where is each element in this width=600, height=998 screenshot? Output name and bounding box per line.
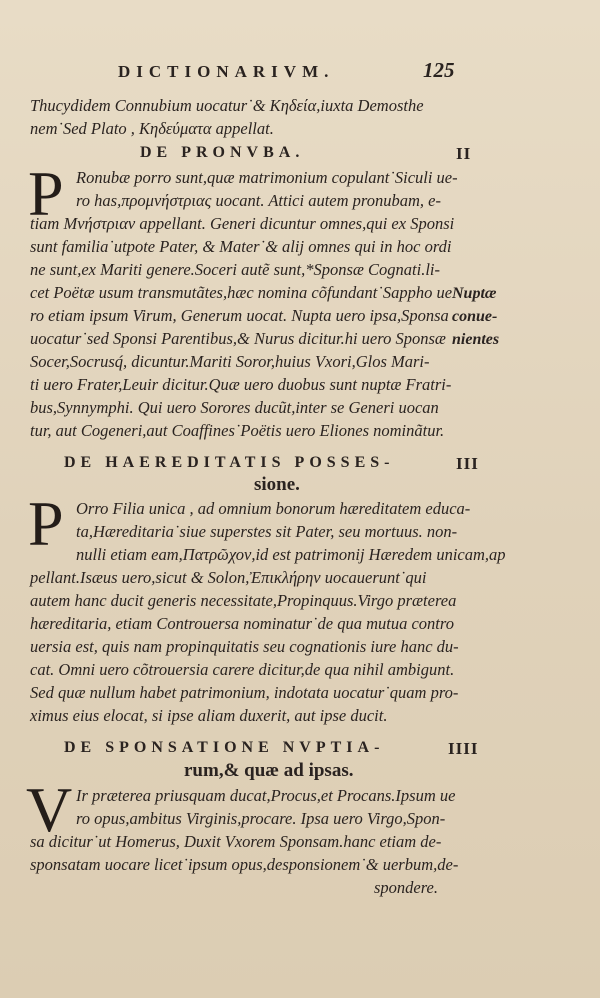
intro-paragraph <box>30 94 460 140</box>
text-line: cet Poëtæ usum transmutãtes,hæc nomina cõfundant˙Sappho ue <box>30 283 453 302</box>
section-body-pronuba <box>30 166 460 442</box>
text-line: ne sunt,ex Mariti genere.Soceri autẽ sunt,*Sponsæ Cognati.li- <box>30 260 441 279</box>
text-line: bus,Synnymphi. Qui uero Sorores ducũt,inter se Generi uocan <box>30 398 439 417</box>
text-line: Thucydidem Connubium uocatur˙& Κηδεία,iuxta Demosthe <box>30 96 424 115</box>
text-line: ro opus,ambitus Virginis,procare. Ipsa uero Virgo,Spon- <box>76 809 446 828</box>
section-number: III <box>456 454 479 473</box>
margin-note-line: conue- <box>452 308 498 325</box>
text-line: hæreditaria, etiam Controuersa nominatur˙de qua mutua contro <box>30 614 454 633</box>
page-number: 125 <box>423 58 455 82</box>
text-line: tur, aut Cogeneri,aut Coaffines˙Poëtis uero Eliones nominãtur. <box>30 421 445 440</box>
text-line: uersia est, quis nam propinquitatis seu cognationis iure hanc du- <box>30 637 459 656</box>
section-number: IIII <box>448 739 479 758</box>
text-line: sa dicitur˙ut Homerus, Duxit Vxorem Sponsam.hanc etiam de- <box>30 832 442 851</box>
section-title-continued: sione. <box>254 474 300 495</box>
text-line: ti uero Frater,Leuir dicitur.Quæ uero duobus sunt nuptæ Fratri- <box>30 375 452 394</box>
text-line: Ir præterea priusquam ducat,Procus,et Procans.Ipsum ue <box>76 786 456 805</box>
text-line: tiam Μνήστριαν appellant. Generi dicuntur omnes,qui ex Sponsi <box>30 214 455 233</box>
text-line: ta,Hæreditaria˙siue superstes sit Pater, seu mortuus. non- <box>76 522 458 541</box>
section-title: DE PRONVBA. <box>140 144 305 161</box>
text-line: uocatur˙sed Sponsi Parentibus,& Nurus dicitur.hi uero Sponsæ <box>30 329 446 348</box>
drop-cap: P <box>28 158 64 229</box>
section-title: DE HAEREDITATIS POSSES- <box>64 454 395 471</box>
text-line: cat. Omni uero cõtrouersia carere dicitur,de qua nihil ambigunt. <box>30 660 455 679</box>
section-title: DE SPONSATIONE NVPTIA- <box>64 739 385 756</box>
text-line: autem hanc ducit generis necessitate,Propinquus.Virgo præterea <box>30 591 457 610</box>
text-line: ro has,προμνήστριας uocant. Attici autem pronubam, e- <box>76 191 441 210</box>
text-line: pellant.Isæus uero,sicut & Solon,Ἐπικλήρην uocauerunt˙qui <box>30 568 427 587</box>
text-line: Socer,Socrusq́, dicuntur.Mariti Soror,huius Vxori,Glos Mari- <box>30 352 430 371</box>
section-number: II <box>456 144 472 163</box>
running-title: DICTIONARIVM. <box>118 62 335 81</box>
margin-note <box>452 282 499 351</box>
margin-note-line: nientes <box>452 331 500 348</box>
margin-note-line: Nuptæ <box>452 285 497 302</box>
page-header <box>0 60 600 88</box>
drop-cap: P <box>28 488 64 559</box>
section-title-continued: rum,& quæ ad ipsas. <box>184 760 354 781</box>
text-line: ximus eius elocat, si ipse aliam duxerit, aut ipse ducit. <box>30 706 388 725</box>
text-line: spondere. <box>374 878 439 897</box>
text-line: sponsatam uocare licet˙ipsum opus,desponsionem˙& uerbum,de- <box>30 855 459 874</box>
text-line: Sed quæ nullum habet patrimonium, indotata uocatur˙quam pro- <box>30 683 459 702</box>
drop-cap: V <box>26 774 73 845</box>
text-line: ro etiam ipsum Virum, Generum uocat. Nupta uero ipsa,Sponsa <box>30 306 449 325</box>
text-line: nulli etiam eam,Πατρῶχον,id est patrimonij Hæredem unicam,ap <box>76 545 506 564</box>
text-line: Ronubæ porro sunt,quæ matrimonium copulant˙Siculi ue- <box>76 168 458 187</box>
section-body-haereditatis <box>30 497 506 727</box>
text-line: sunt familia˙utpote Pater, & Mater˙& alij omnes qui in hoc ordi <box>30 237 452 256</box>
section-body-sponsatione <box>30 784 460 899</box>
text-line: Orro Filia unica , ad omnium bonorum hæreditatem educa- <box>76 499 471 518</box>
text-line: nem˙Sed Plato , Κηδεύματα appellat. <box>30 119 274 138</box>
